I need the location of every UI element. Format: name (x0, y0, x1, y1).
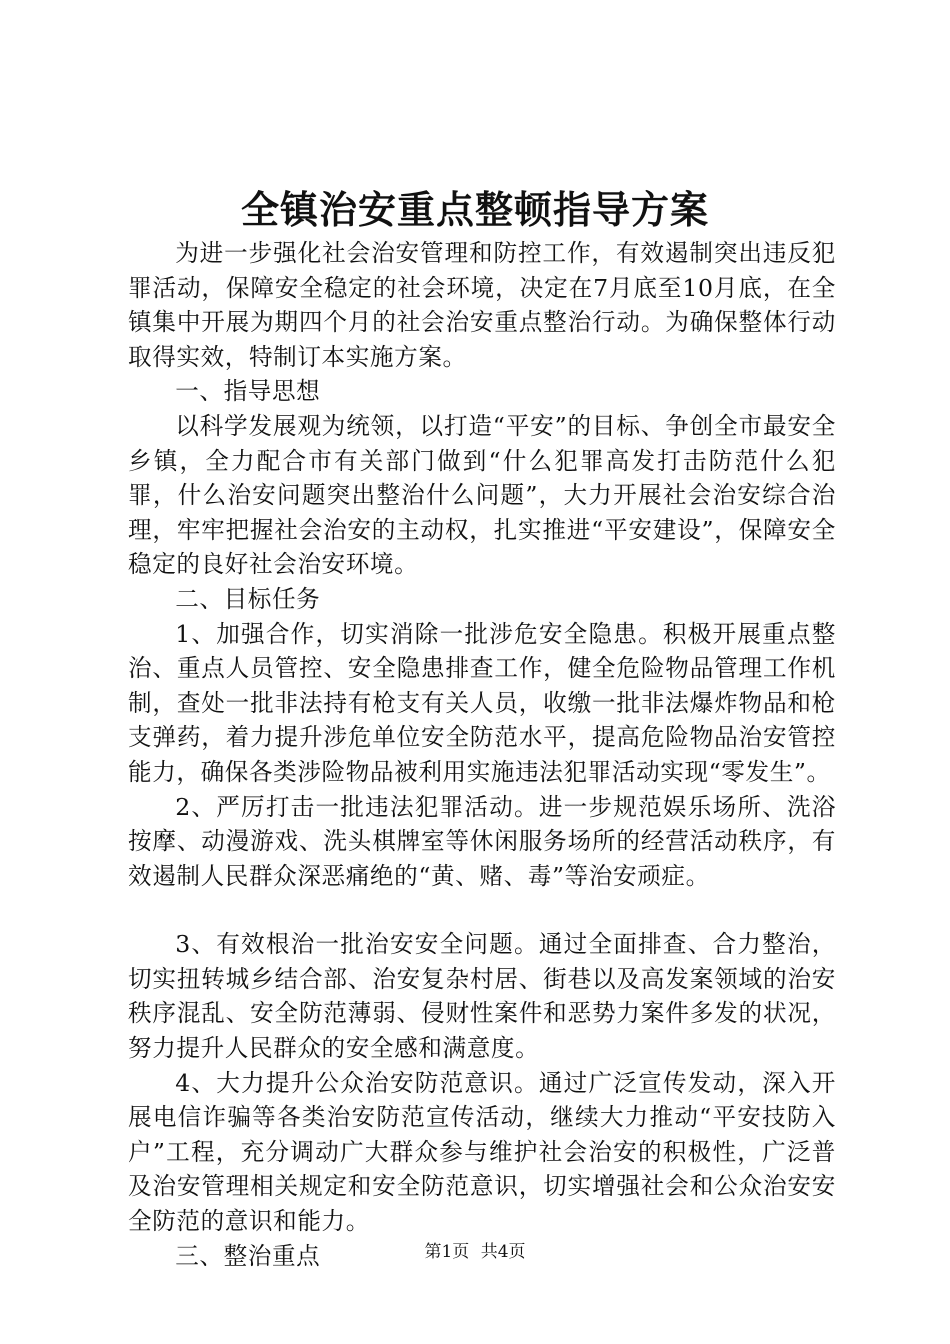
section-heading-goals: 二、目标任务 (175, 584, 321, 613)
section-heading-guiding-thought: 一、指导思想 (175, 377, 321, 406)
goal-item-2: 2、严厉打击一批违法犯罪活动。进一步规范娱乐场所、洗浴按摩、动漫游戏、洗头棋牌室等休闲服务场所的经营活动秩序，有效遏制人民群众深恶痛绝的“黄、赌、毒”等治安顽症。 (128, 792, 836, 890)
goal-item-1: 1、加强合作，切实消除一批涉危安全隐患。积极开展重点整治、重点人员管控、安全隐患排查工作，健全危险物品管理工作机制，查处一批非法持有枪支有关人员，收缴一批非法爆炸物品和枪支弹药，着力提升涉危单位安全防范水平，提高危险物品治安管控能力，确保各类涉险物品被利用实施违法犯罪活动实现“零发生”。 (128, 619, 836, 786)
document-title: 全镇治安重点整顿指导方案 (240, 188, 709, 232)
goal-item-4: 4、大力提升公众治安防范意识。通过广泛宣传发动，深入开展电信诈骗等各类治安防范宣传活动，继续大力推动“平安技防入户”工程，充分调动广大群众参与维护社会治安的积极性，广泛普及治安管理相关规定和安全防范意识，切实增强社会和公众治安安全防范的意识和能力。 (128, 1068, 836, 1236)
goal-item-3: 3、有效根治一批治安安全问题。通过全面排查、合力整治，切实扭转城乡结合部、治安复杂村居、街巷以及高发案领域的治安秩序混乱、安全防范薄弱、侵财性案件和恶势力案件多发的状况，努力提升人民群众的安全感和满意度。 (128, 930, 836, 1063)
guiding-thought-paragraph: 以科学发展观为统领，以打造“平安”的目标、争创全市最安全乡镇，全力配合市有关部门做到“什么犯罪高发打击防范什么犯罪，什么治安问题突出整治什么问题”，大力开展社会治安综合治理，牢牢把握社会治安的主动权，扎实推进“平安建设”，保障安全稳定的良好社会治安环境。 (128, 411, 836, 579)
page-number: 第1页 (424, 1242, 470, 1262)
section-heading-key-points: 三、整治重点 (175, 1241, 321, 1270)
intro-paragraph: 为进一步强化社会治安管理和防控工作，有效遏制突出违反犯罪活动，保障安全稳定的社会环境，决定在7月底至10月底，在全镇集中开展为期四个月的社会治安重点整治行动。为确保整体行动取得实效，特制订本实施方案。 (128, 239, 836, 371)
document-body (128, 236, 836, 1273)
page-total: 共4页 (480, 1242, 526, 1262)
page-footer (0, 1240, 950, 1264)
